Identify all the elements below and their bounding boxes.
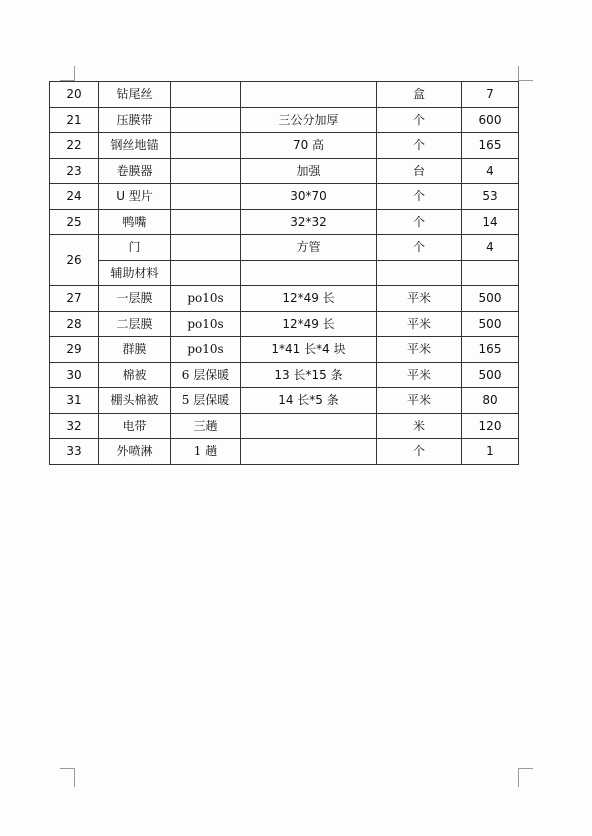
item-name: U 型片 [99, 184, 171, 210]
item-spec [171, 133, 241, 159]
row-number: 31 [50, 388, 99, 414]
table-row [50, 439, 519, 465]
crop-mark-top-left [60, 66, 75, 81]
item-size [241, 260, 377, 286]
item-quantity: 600 [462, 107, 519, 133]
table-row [50, 133, 519, 159]
item-quantity: 500 [462, 311, 519, 337]
crop-mark-bottom-left [60, 768, 75, 787]
item-unit: 平米 [377, 388, 462, 414]
item-size: 方管 [241, 235, 377, 261]
item-name: 门 [99, 235, 171, 261]
row-number: 24 [50, 184, 99, 210]
item-name: 群膜 [99, 337, 171, 363]
item-quantity: 4 [462, 158, 519, 184]
item-size: 70 高 [241, 133, 377, 159]
row-number: 26 [50, 235, 99, 286]
table-row [50, 235, 519, 261]
item-spec: po10s [171, 311, 241, 337]
item-size: 13 长*15 条 [241, 362, 377, 388]
item-spec: 三趟 [171, 413, 241, 439]
item-size: 加强 [241, 158, 377, 184]
table-row [50, 107, 519, 133]
item-size: 1*41 长*4 块 [241, 337, 377, 363]
item-size [241, 82, 377, 108]
item-unit: 个 [377, 439, 462, 465]
table-row [50, 286, 519, 312]
item-spec: 1 趟 [171, 439, 241, 465]
item-name: 棚头棉被 [99, 388, 171, 414]
item-spec [171, 107, 241, 133]
item-size: 三公分加厚 [241, 107, 377, 133]
item-size [241, 413, 377, 439]
item-spec: 6 层保暖 [171, 362, 241, 388]
row-number: 20 [50, 82, 99, 108]
item-unit: 盒 [377, 82, 462, 108]
item-name: 外喷淋 [99, 439, 171, 465]
item-unit: 个 [377, 133, 462, 159]
item-quantity: 120 [462, 413, 519, 439]
item-unit: 个 [377, 209, 462, 235]
item-quantity: 165 [462, 337, 519, 363]
item-name: 钢丝地锚 [99, 133, 171, 159]
item-quantity: 165 [462, 133, 519, 159]
table-row [50, 158, 519, 184]
item-unit: 个 [377, 107, 462, 133]
item-unit: 个 [377, 235, 462, 261]
table-row [50, 362, 519, 388]
item-name: 棉被 [99, 362, 171, 388]
item-quantity: 1 [462, 439, 519, 465]
item-name: 压膜带 [99, 107, 171, 133]
item-unit: 个 [377, 184, 462, 210]
item-name: 一层膜 [99, 286, 171, 312]
table-row [50, 260, 519, 286]
row-number: 21 [50, 107, 99, 133]
item-unit: 米 [377, 413, 462, 439]
table-row [50, 413, 519, 439]
table-row [50, 311, 519, 337]
item-spec [171, 260, 241, 286]
table-row [50, 388, 519, 414]
item-spec [171, 209, 241, 235]
row-number: 33 [50, 439, 99, 465]
materials-table [49, 81, 519, 465]
item-quantity [462, 260, 519, 286]
item-size: 32*32 [241, 209, 377, 235]
item-name: 钻尾丝 [99, 82, 171, 108]
row-number: 30 [50, 362, 99, 388]
item-quantity: 53 [462, 184, 519, 210]
crop-mark-bottom-right [518, 768, 533, 787]
item-name: 卷膜器 [99, 158, 171, 184]
row-number: 22 [50, 133, 99, 159]
item-size: 12*49 长 [241, 311, 377, 337]
table-row [50, 184, 519, 210]
item-unit: 台 [377, 158, 462, 184]
item-size: 12*49 长 [241, 286, 377, 312]
item-name: 鸭嘴 [99, 209, 171, 235]
item-quantity: 14 [462, 209, 519, 235]
table-row [50, 337, 519, 363]
item-unit [377, 260, 462, 286]
item-spec [171, 158, 241, 184]
item-size: 30*70 [241, 184, 377, 210]
row-number: 25 [50, 209, 99, 235]
item-spec [171, 184, 241, 210]
item-quantity: 80 [462, 388, 519, 414]
item-name: 二层膜 [99, 311, 171, 337]
row-number: 27 [50, 286, 99, 312]
item-spec [171, 82, 241, 108]
item-size: 14 长*5 条 [241, 388, 377, 414]
item-unit: 平米 [377, 286, 462, 312]
row-number: 29 [50, 337, 99, 363]
item-quantity: 4 [462, 235, 519, 261]
item-spec: 5 层保暖 [171, 388, 241, 414]
crop-mark-top-right [518, 66, 533, 81]
table-row [50, 82, 519, 108]
row-number: 32 [50, 413, 99, 439]
item-quantity: 500 [462, 286, 519, 312]
item-unit: 平米 [377, 311, 462, 337]
row-number: 23 [50, 158, 99, 184]
row-number: 28 [50, 311, 99, 337]
table-row [50, 209, 519, 235]
item-name: 电带 [99, 413, 171, 439]
item-quantity: 500 [462, 362, 519, 388]
item-spec: po10s [171, 286, 241, 312]
item-unit: 平米 [377, 337, 462, 363]
item-size [241, 439, 377, 465]
item-spec: po10s [171, 337, 241, 363]
item-name: 辅助材料 [99, 260, 171, 286]
item-unit: 平米 [377, 362, 462, 388]
item-quantity: 7 [462, 82, 519, 108]
item-spec [171, 235, 241, 261]
